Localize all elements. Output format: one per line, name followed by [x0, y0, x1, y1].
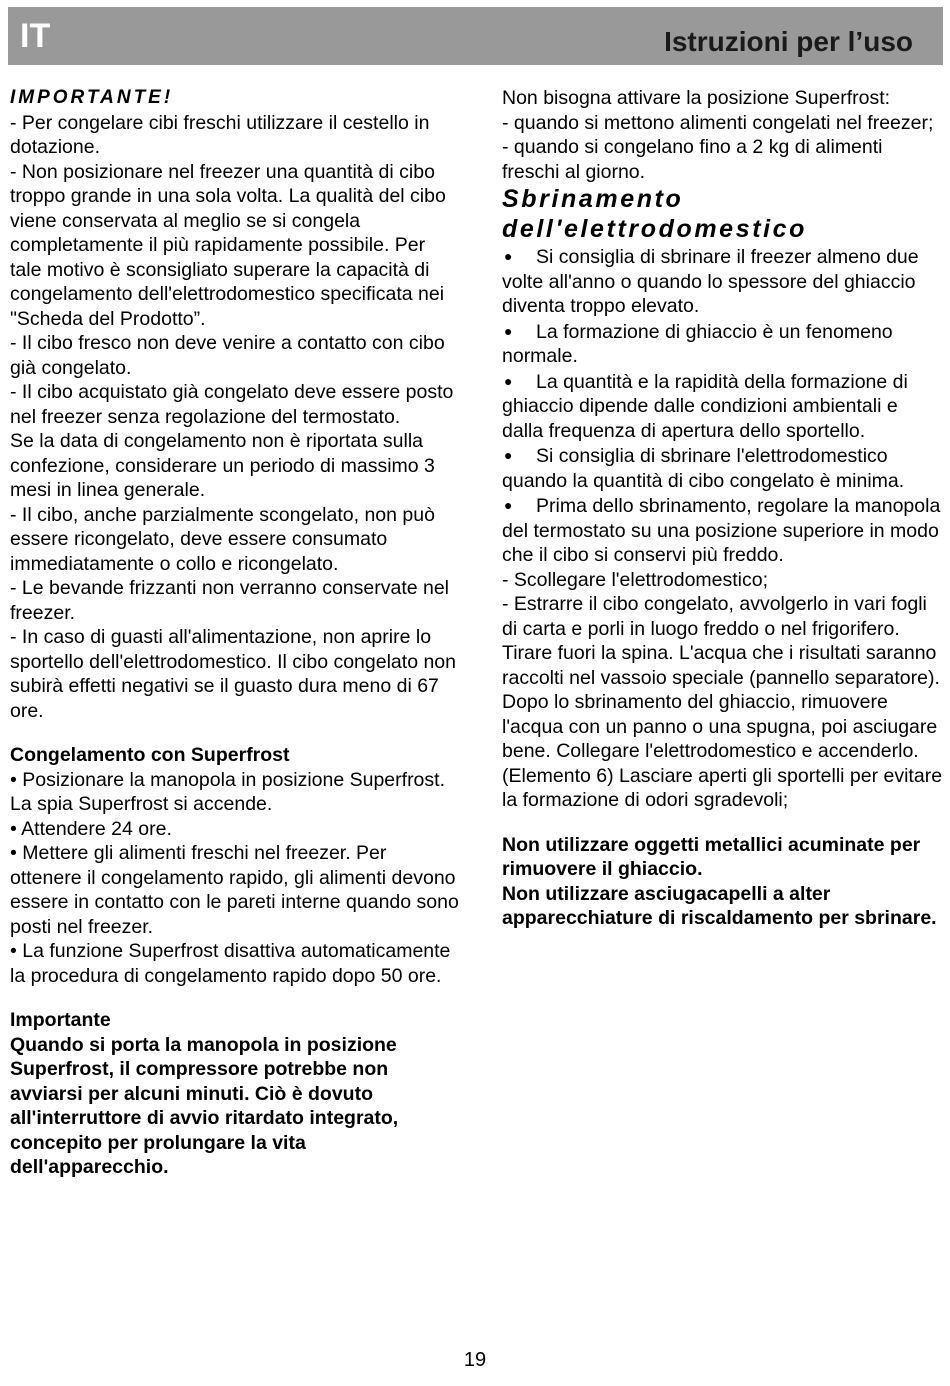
intro-line: - quando si mettono alimenti congelati nel freezer;	[502, 111, 934, 134]
paragraph: - Le bevande frizzanti non verranno conservate nel freezer.	[10, 577, 450, 624]
paragraph: - Non posizionare nel freezer una quantità di cibo troppo grande in una sola volta. La qualità del cibo viene conservata al meglio se si congela completamente il più rapidamente possibile. Per tale motivo è sconsigliato superare la capacità di congelamento dell'elettrodomestico specificata nei "Scheda del Prodotto”.	[10, 160, 446, 330]
spacer	[10, 988, 460, 1008]
superfrost-item: • Attendere 24 ore.	[10, 817, 172, 840]
bullet-item: ● Si consiglia di sbrinare l'elettrodomestico quando la quantità di cibo congelato è minima.	[502, 443, 944, 493]
spacer	[502, 813, 944, 833]
step-text: - Estrarre il cibo congelato, avvolgerlo in vari fogli di carta e porli in luogo freddo o nel frigorifero.	[502, 593, 927, 640]
bullet-item: ● Prima dello sbrinamento, regolare la manopola del termostato su una posizione superiore in modo che il cibo si conservi più freddo.	[502, 493, 944, 568]
paragraph: - Per congelare cibi freschi utilizzare il cestello in dotazione.	[10, 111, 430, 158]
bullet-item: ● La quantità e la rapidità della formazione di ghiaccio dipende dalle condizioni ambientali e dalla frequenza di apertura dello sportello.	[502, 369, 944, 444]
warning-text: Non utilizzare asciugacapelli a alter apparecchiature di riscaldamento per sbrinare.	[502, 882, 937, 929]
bullet-item: ● La formazione di ghiaccio è un fenomeno normale.	[502, 319, 944, 369]
important-heading: IMPORTANTE!	[10, 87, 174, 108]
bullet-item: ● Si consiglia di sbrinare il freezer almeno due volte all'anno o quando lo spessore del ghiaccio diventa troppo elevato.	[502, 244, 944, 319]
paragraph: - Il cibo, anche parzialmente scongelato, non può essere ricongelato, deve essere consumato immediatamente o collo e ricongelato.	[10, 503, 435, 575]
intro-line: - quando si congelano fino a 2 kg di alimenti freschi al giorno.	[502, 136, 883, 183]
paragraph: - In caso di guasti all'alimentazione, non aprire lo sportello dell'elettrodomestico. Il cibo congelato non subirà effetti negativi se il guasto dura meno di 67 ore.	[10, 626, 456, 722]
right-column	[502, 86, 944, 931]
superfrost-item: • Posizionare la manopola in posizione Superfrost. La spia Superfrost si accende.	[10, 768, 445, 815]
paragraph: Se la data di congelamento non è riportata sulla confezione, considerare un periodo di massimo 3 mesi in linea generale.	[10, 430, 435, 501]
step-text: Tirare fuori la spina. L'acqua che i risultati saranno raccolti nel vassoio speciale (pannello separatore). Dopo lo sbrinamento del ghiaccio, rimuovere l'acqua con un panno o una spugna, poi asciugare bene. Collegare l'elettrodomestico e accenderlo. (Elemento 6) Lasciare aperti gli sportelli per evitare la formazione di odori sgradevoli;	[502, 642, 943, 811]
note-heading: Importante	[10, 1009, 111, 1031]
superfrost-item: • Mettere gli alimenti freschi nel freezer. Per ottenere il congelamento rapido, gli alimenti devono essere in contatto con le pareti interne quando sono posti nel freezer.	[10, 842, 459, 938]
warning-text: Non utilizzare oggetti metallici acuminate per rimuovere il ghiaccio.	[502, 833, 921, 880]
page-title: Istruzioni per l’uso	[664, 26, 913, 57]
intro-line: Non bisogna attivare la posizione Superfrost:	[502, 87, 891, 109]
superfrost-item: • La funzione Superfrost disattiva automaticamente la procedura di congelamento rapido dopo 50 ore.	[10, 940, 451, 987]
left-column	[10, 86, 460, 1180]
spacer	[10, 723, 460, 743]
paragraph: - Il cibo acquistato già congelato deve essere posto nel freezer senza regolazione del termostato.	[10, 381, 454, 428]
language-code: IT	[20, 17, 51, 55]
defrost-heading: Sbrinamento dell'elettrodomestico	[502, 185, 808, 243]
page-header	[8, 7, 943, 65]
page-number: 19	[463, 1349, 487, 1371]
step-text: - Scollegare l'elettrodomestico;	[502, 568, 769, 591]
paragraph: - Il cibo fresco non deve venire a contatto con cibo già congelato.	[10, 332, 445, 379]
note-text: Quando si porta la manopola in posizione Superfrost, il compressore potrebbe non avviarsi per alcuni minuti. Ciò è dovuto all'interruttore di avvio ritardato integrato, concepito per prolungare la vita dell'apparecchio.	[10, 1033, 399, 1178]
superfrost-heading: Congelamento con Superfrost	[10, 744, 290, 766]
